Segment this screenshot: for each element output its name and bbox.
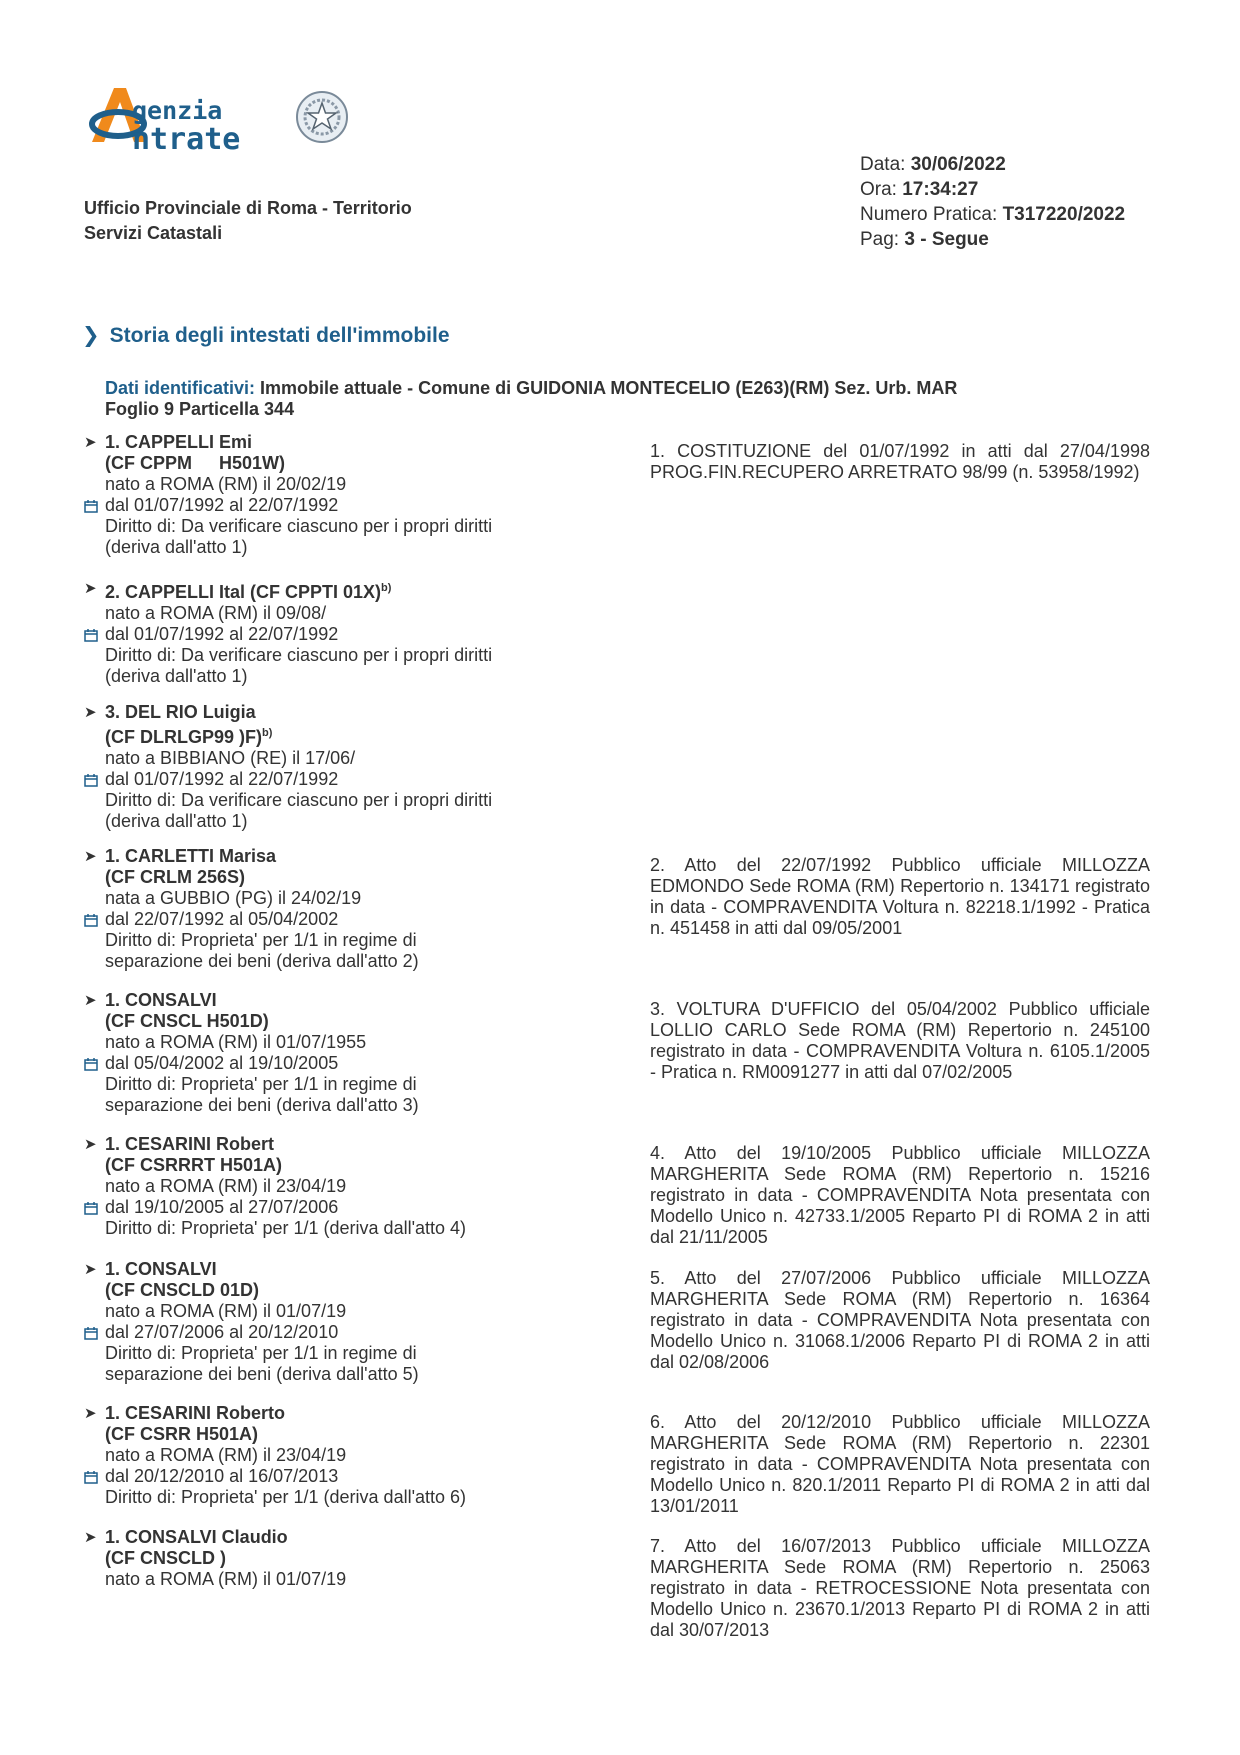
owner-cf: (CF CNSCLD )	[105, 1548, 226, 1568]
calendar-icon	[84, 913, 98, 927]
owner-cf: (CF CSRRRT H501A)	[105, 1155, 283, 1175]
logo-word-2: ntrate	[132, 122, 241, 157]
owner-period: dal 22/07/1992 al 05/04/2002	[105, 909, 339, 929]
owner-right-source: separazione dei beni (deriva dall'atto 2)	[105, 951, 419, 971]
document-meta	[860, 152, 1125, 252]
owner-entry: ➤ 1. CESARINI Robert (CF CSRRRT H501A) nato a ROMA (RM) il 23/04/19 dal 19/10/2005 al 27/07/2006 Diritto di: Proprieta' per 1/1 (deriva dall'atto 4)	[84, 1134, 568, 1239]
owner-period: dal 20/12/2010 al 16/07/2013	[105, 1466, 339, 1486]
office-service: Servizi Catastali	[84, 223, 223, 243]
owner-right-source: (deriva dall'atto 1)	[105, 537, 248, 557]
logo-word-1: genzia	[132, 96, 223, 125]
owner-right: Diritto di: Da verificare ciascuno per i propri diritti	[105, 645, 493, 665]
arrow-bullet-icon: ➤	[84, 1529, 97, 1546]
arrow-bullet-icon: ➤	[84, 1136, 97, 1153]
meta-practice-number: Numero Pratica: T317220/2022	[860, 204, 1126, 225]
owner-birth: nato a BIBBIANO (RE) il 17/06/	[105, 748, 356, 768]
owner-period: dal 19/10/2005 al 27/07/2006	[105, 1197, 339, 1217]
owner-entry: ➤ 1. CESARINI Roberto (CF CSRR H501A) nato a ROMA (RM) il 23/04/19 dal 20/12/2010 al 16/07/2013 Diritto di: Proprieta' per 1/1 (deriva dall'atto 6)	[84, 1403, 568, 1508]
calendar-icon	[84, 499, 98, 513]
owner-entry: ➤ 1. CAPPELLI Emi (CF CPPM H501W) nato a ROMA (RM) il 20/02/19 dal 01/07/1992 al 22/07/1992 Diritto di: Da verificare ciascuno per i propri diritti (deriva dall'atto 1)	[84, 432, 568, 558]
owner-entry: ➤ 2. CAPPELLI Ital (CF CPPTI 01X)$^{b)}$ nato a ROMA (RM) il 09/08/ dal 01/07/1992 al 22/07/1992 Diritto di: Da verificare ciascuno per i propri diritti (deriva dall'atto 1)	[84, 578, 568, 687]
owner-entry: ➤ 1. CONSALVI (CF CNSCLD 01D) nato a ROMA (RM) il 01/07/19 dal 27/07/2006 al 20/12/2010 Diritto di: Proprieta' per 1/1 in regime di separazione dei beni (deriva dall'atto 5)	[84, 1259, 568, 1385]
owner-right-source: (deriva dall'atto 1)	[105, 811, 248, 831]
arrow-bullet-icon: ➤	[84, 992, 97, 1009]
owner-birth: nato a ROMA (RM) il 01/07/1955	[105, 1032, 367, 1052]
owner-period: dal 01/07/1992 al 22/07/1992	[105, 624, 339, 644]
owner-cf: (CF CSRR H501A)	[105, 1424, 259, 1444]
office-block	[84, 196, 412, 246]
arrow-bullet-icon: ➤	[84, 1261, 97, 1278]
owner-birth: nato a ROMA (RM) il 01/07/19	[105, 1301, 347, 1321]
calendar-icon	[84, 1057, 98, 1071]
owner-cf: (CF CRLM 256S)	[105, 867, 246, 887]
calendar-icon	[84, 1201, 98, 1215]
office-name: Ufficio Provinciale di Roma - Territorio	[84, 198, 412, 218]
owner-entry: ➤ 3. DEL RIO Luigia (CF DLRLGP99 )F)$^{b)}$ nato a BIBBIANO (RE) il 17/06/ dal 01/07/1992 al 22/07/1992 Diritto di: Da verificare ciascuno per i propri diritti (deriva dall'atto 1)	[84, 702, 568, 832]
owner-right-source: separazione dei beni (deriva dall'atto 5)	[105, 1364, 419, 1384]
calendar-icon	[84, 1326, 98, 1340]
meta-date: Data: 30/06/2022	[860, 154, 1006, 175]
owner-right-source: separazione dei beni (deriva dall'atto 3)	[105, 1095, 419, 1115]
identification-line-2: Foglio 9 Particella 344	[105, 399, 295, 419]
owner-birth: nato a ROMA (RM) il 23/04/19	[105, 1445, 347, 1465]
identification-line-1: Immobile attuale - Comune di GUIDONIA MONTECELIO (E263)(RM) Sez. Urb. MAR	[260, 378, 958, 398]
owner-right: Diritto di: Proprieta' per 1/1 in regime di	[105, 1074, 417, 1094]
owner-birth: nato a ROMA (RM) il 20/02/19	[105, 474, 347, 494]
arrow-bullet-icon: ➤	[84, 848, 97, 865]
arrow-bullet-icon: ➤	[84, 704, 97, 721]
calendar-icon	[84, 1470, 98, 1484]
republic-seal-icon	[294, 88, 350, 146]
arrow-bullet-icon: ➤	[84, 580, 97, 597]
act-entry: 3. VOLTURA D'UFFICIO del 05/04/2002 Pubblico ufficiale LOLLIO CARLO Sede ROMA (RM) Repertorio n. 245100 registrato in data - COMPRAVENDITA Voltura n. 6105.1/2005 - Pratica n. RM0091277 in atti dal 07/02/2005	[650, 999, 1150, 1082]
arrow-bullet-icon: ➤	[84, 1405, 97, 1422]
owner-period: dal 05/04/2002 al 19/10/2005	[105, 1053, 339, 1073]
agenzia-entrate-logo	[88, 84, 358, 157]
owner-right-source: (deriva dall'atto 1)	[105, 666, 248, 686]
owner-entry: ➤ 1. CONSALVI Claudio (CF CNSCLD ) nato a ROMA (RM) il 01/07/19	[84, 1527, 568, 1590]
owner-right: Diritto di: Proprieta' per 1/1 in regime di	[105, 930, 417, 950]
meta-page: Pag: 3 - Segue	[860, 229, 989, 250]
owner-period: dal 27/07/2006 al 20/12/2010	[105, 1322, 339, 1342]
owner-right: Diritto di: Proprieta' per 1/1 in regime di	[105, 1343, 417, 1363]
owner-period: dal 01/07/1992 al 22/07/1992	[105, 769, 339, 789]
chevron-right-icon: ❯	[82, 324, 100, 347]
calendar-icon	[84, 628, 98, 642]
owner-right: Diritto di: Da verificare ciascuno per i propri diritti	[105, 790, 493, 810]
owner-entry: ➤ 1. CARLETTI Marisa (CF CRLM 256S) nata a GUBBIO (PG) il 24/02/19 dal 22/07/1992 al 05/04/2002 Diritto di: Proprieta' per 1/1 in regime di separazione dei beni (deriva dall'atto 2)	[84, 846, 568, 972]
owner-entry: ➤ 1. CONSALVI (CF CNSCL H501D) nato a ROMA (RM) il 01/07/1955 dal 05/04/2002 al 19/10/2005 Diritto di: Proprieta' per 1/1 in regime di separazione dei beni (deriva dall'atto 3)	[84, 990, 568, 1116]
owner-birth: nata a GUBBIO (PG) il 24/02/19	[105, 888, 362, 908]
owner-birth: nato a ROMA (RM) il 23/04/19	[105, 1176, 347, 1196]
act-entry: 5. Atto del 27/07/2006 Pubblico ufficiale MILLOZZA MARGHERITA Sede ROMA (RM) Repertorio n. 16364 registrato in data - COMPRAVENDITA Nota presentata con Modello Unico n. 31068.1/2006 Reparto PI di ROMA 2 in atti dal 02/08/2006	[650, 1268, 1150, 1372]
owner-cf: (CF CNSCLD 01D)	[105, 1280, 260, 1300]
calendar-icon	[84, 773, 98, 787]
owner-birth: nato a ROMA (RM) il 01/07/19	[105, 1569, 347, 1589]
owner-right: Diritto di: Da verificare ciascuno per i propri diritti	[105, 516, 493, 536]
act-entry: 7. Atto del 16/07/2013 Pubblico ufficiale MILLOZZA MARGHERITA Sede ROMA (RM) Repertorio n. 25063 registrato in data - RETROCESSIONE Nota presentata con Modello Unico n. 23670.1/2013 Reparto PI di ROMA 2 in atti dal 30/07/2013	[650, 1536, 1150, 1640]
owner-cf: (CF DLRLGP99 )F)	[105, 727, 262, 747]
owner-right: Diritto di: Proprieta' per 1/1 (deriva dall'atto 6)	[105, 1487, 467, 1507]
arrow-bullet-icon: ➤	[84, 434, 97, 451]
identification-block	[105, 378, 1105, 420]
act-entry: 1. COSTITUZIONE del 01/07/1992 in atti dal 27/04/1998 PROG.FIN.RECUPERO ARRETRATO 98/99 (n. 53958/1992)	[650, 441, 1150, 482]
section-title: ❯ Storia degli intestati dell'immobile	[82, 324, 450, 347]
identification-label: Dati identificativi:	[105, 378, 256, 398]
meta-time: Ora: 17:34:27	[860, 179, 979, 200]
act-entry: 4. Atto del 19/10/2005 Pubblico ufficiale MILLOZZA MARGHERITA Sede ROMA (RM) Repertorio n. 15216 registrato in data - COMPRAVENDITA Nota presentata con Modello Unico n. 42733.1/2005 Reparto PI di ROMA 2 in atti dal 21/11/2005	[650, 1143, 1150, 1247]
owner-birth: nato a ROMA (RM) il 09/08/	[105, 603, 327, 623]
act-entry: 2. Atto del 22/07/1992 Pubblico ufficiale MILLOZZA EDMONDO Sede ROMA (RM) Repertorio n. 134171 registrato in data - COMPRAVENDITA Voltura n. 82218.1/1992 - Pratica n. 451458 in atti dal 09/05/2001	[650, 855, 1150, 938]
owner-right: Diritto di: Proprieta' per 1/1 (deriva dall'atto 4)	[105, 1218, 467, 1238]
owner-period: dal 01/07/1992 al 22/07/1992	[105, 495, 339, 515]
act-entry: 6. Atto del 20/12/2010 Pubblico ufficiale MILLOZZA MARGHERITA Sede ROMA (RM) Repertorio n. 22301 registrato in data - COMPRAVENDITA Nota presentata con Modello Unico n. 820.1/2011 Reparto PI di ROMA 2 in atti dal 13/01/2011	[650, 1412, 1150, 1516]
owner-cf: (CF CNSCL H501D)	[105, 1011, 269, 1031]
owner-cf: (CF CPPM H501W)	[105, 453, 286, 473]
